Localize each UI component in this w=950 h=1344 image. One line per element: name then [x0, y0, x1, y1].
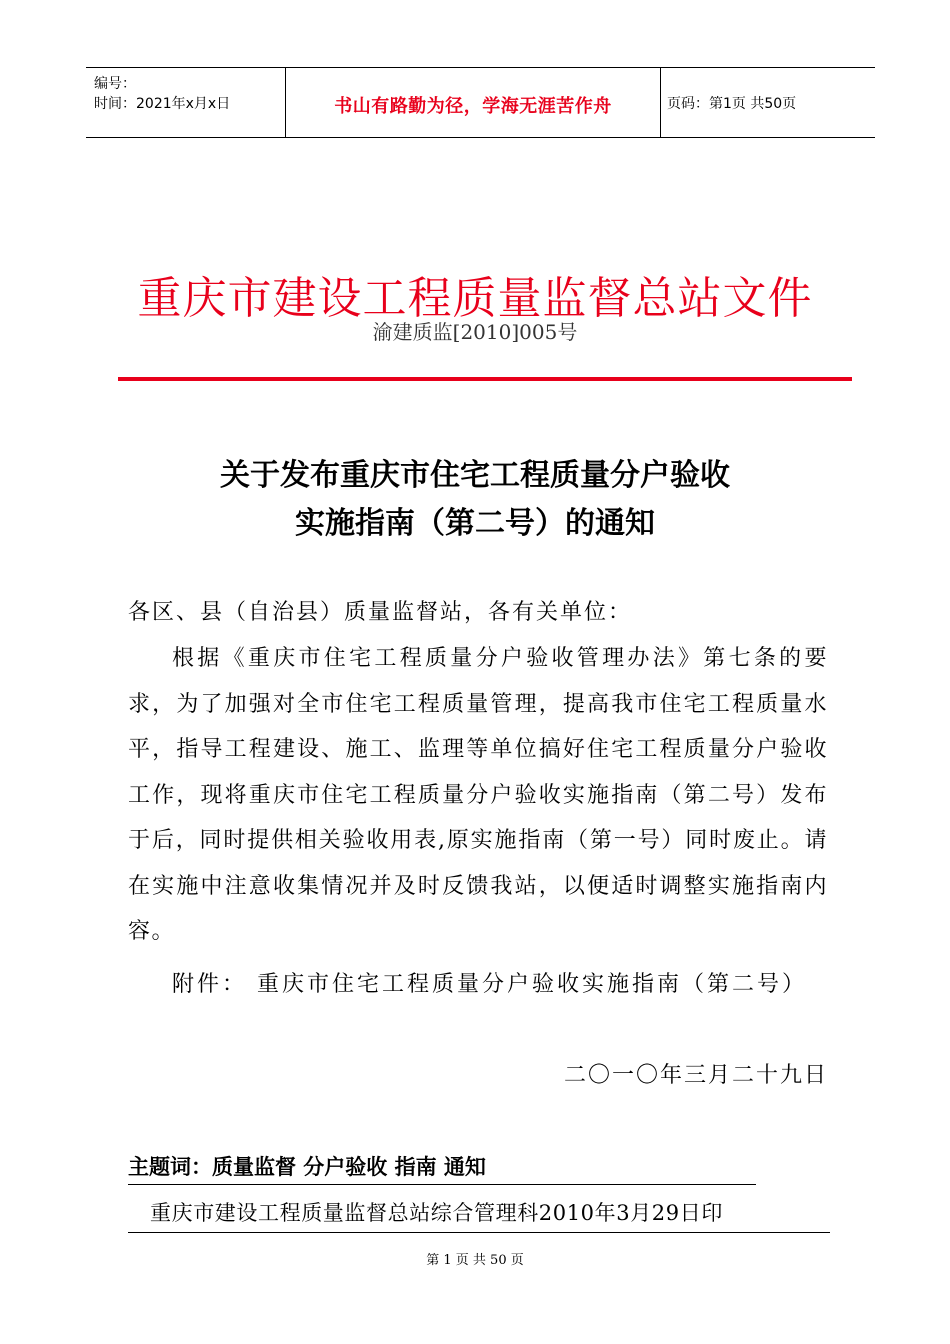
letterhead-org-title: 重庆市建设工程质量监督总站文件 [137, 273, 813, 324]
subject-keywords: 主题词：质量监督 分户验收 指南 通知 [128, 1155, 486, 1179]
page-footer: 第 1 页 共 50 页 [426, 1253, 524, 1268]
issue-date: 二〇一〇年三月二十九日 [563, 1063, 828, 1088]
notice-body: 根据《重庆市住宅工程质量分户验收管理办法》第七条的要求，为了加强对全市住宅工程质量管理，提高我市住宅工程质量水平，指导工程建设、施工、监理等单位搞好住宅工程质量分户验收工作，现将重庆市住宅工程质量分户验收实施指南（第二号）发布于后，同时提供相关验收用表,原实施指南（第一号）同时废止。请在实施中注意收集情况并及时反馈我站，以便适时调整实施指南内容。 [128, 646, 828, 944]
attachment-line: 附件： 重庆市住宅工程质量分户验收实施指南（第二号） [172, 972, 807, 997]
notice-title-line1: 关于发布重庆市住宅工程质量分户验收 [220, 458, 730, 493]
document-number: 渝建质监[2010]005号 [372, 320, 578, 344]
header-page-info: 页码：第1页 共50页 [667, 96, 797, 112]
printed-rule [128, 1232, 830, 1233]
printed-by-line: 重庆市建设工程质量监督总站综合管理科2010年3月29日印 [150, 1201, 723, 1225]
keywords-rule [128, 1184, 756, 1185]
addressee: 各区、县（自治县）质量监督站，各有关单位： [128, 600, 633, 625]
header-divider [660, 68, 661, 137]
notice-title-line2: 实施指南（第二号）的通知 [295, 506, 655, 541]
letterhead-red-rule [118, 377, 852, 381]
header-motto: 书山有路勤为径，学海无涯苦作舟 [334, 96, 612, 117]
number-label: 编号： [94, 76, 136, 92]
header-meta [94, 74, 230, 114]
header-divider [285, 68, 286, 137]
header-table [86, 67, 875, 138]
time-label: 时间：2021年x月x日 [94, 96, 231, 112]
